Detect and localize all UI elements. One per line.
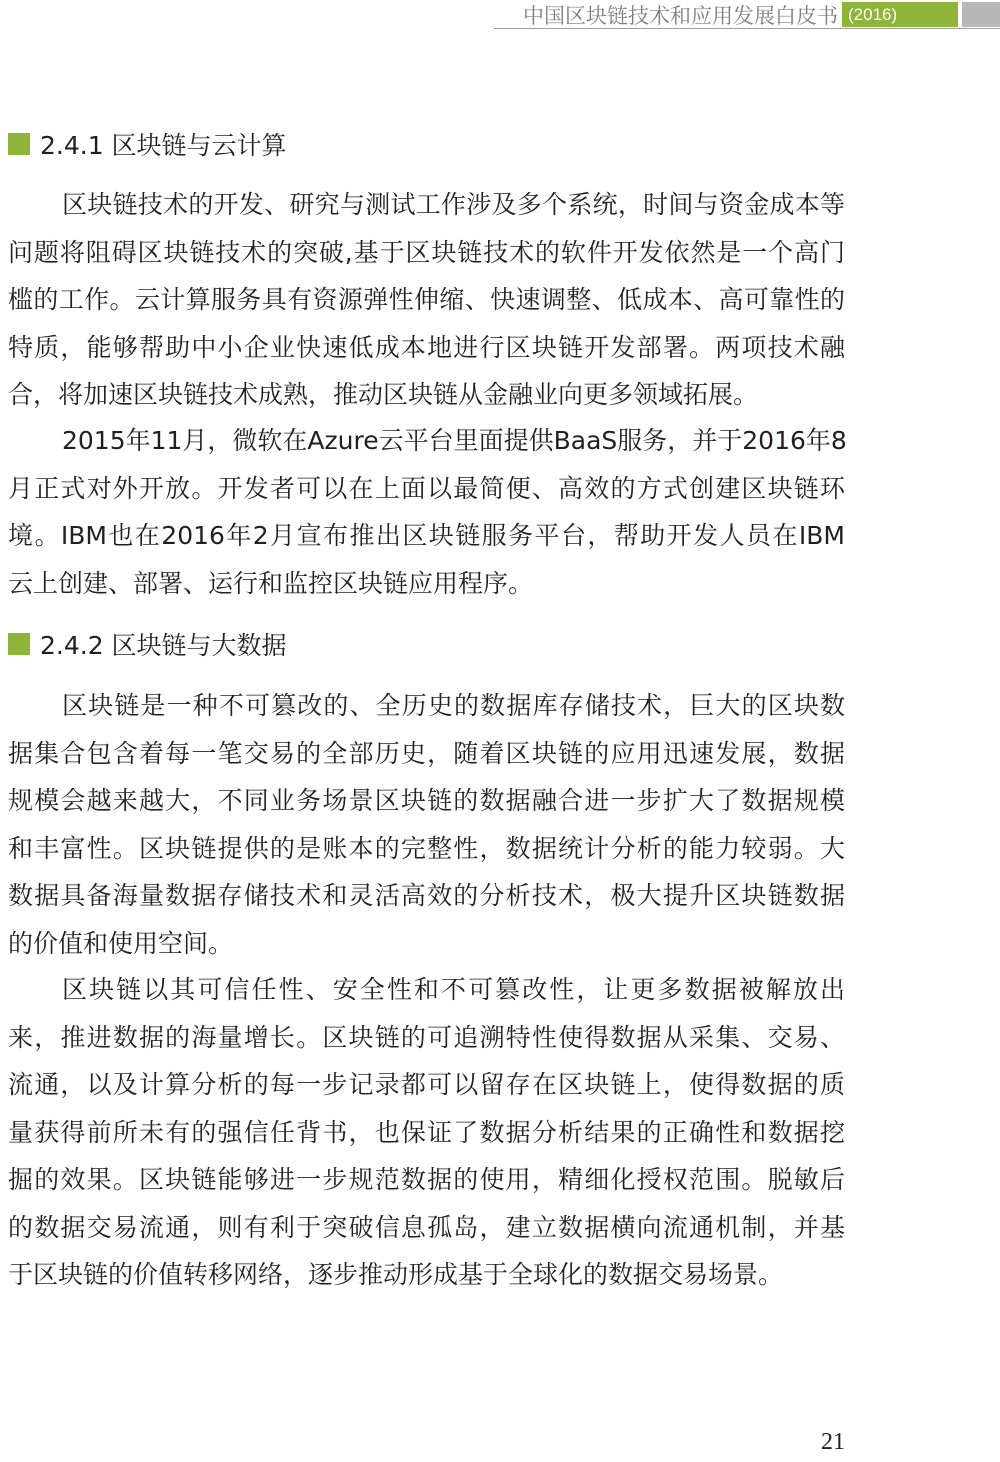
text-line: 区块链是一种不可篡改的、全历史的数据库存储技术，巨大的区块数 (62, 691, 845, 720)
text-line: 问题将阻碍区块链技术的突破,基于区块链技术的软件开发依然是一个高门 (8, 237, 845, 267)
page-number: 21 (821, 1429, 845, 1455)
text-line: 的数据交易流通，则有利于突破信息孤岛，建立数据横向流通机制，并基 (8, 1212, 845, 1242)
text-line: 和丰富性。区块链提供的是账本的完整性，数据统计分析的能力较弱。大 (8, 833, 845, 863)
text-line: 于区块链的价值转移网络，逐步推动形成基于全球化的数据交易场景。 (8, 1260, 784, 1289)
heading-square-marker (8, 633, 30, 655)
text-line: 量获得前所未有的强信任背书，也保证了数据分析结果的正确性和数据挖 (8, 1117, 845, 1147)
text-line: 特质，能够帮助中小企业快速低成本地进行区块链开发部署。两项技术融 (8, 332, 845, 362)
text-line: 据集合包含着每一笔交易的全部历史，随着区块链的应用迅速发展，数据 (8, 738, 845, 768)
paragraph (8, 682, 845, 967)
section-heading-text: 2.4.2 区块链与大数据 (40, 631, 287, 660)
text-line: 云上创建、部署、运行和监控区块链应用程序。 (8, 568, 534, 598)
section-heading (8, 621, 287, 669)
year-badge: (2016) (842, 2, 958, 27)
section-heading (8, 121, 287, 169)
text-line: 的价值和使用空间。 (8, 928, 234, 958)
text-line: 2015年11月，微软在Azure云平台里面提供BaaS服务，并于2016年8 (62, 426, 847, 455)
header-divider (494, 28, 1000, 29)
heading-square-marker (8, 133, 30, 155)
paragraph (8, 181, 845, 419)
text-line: 境。IBM也在2016年2月宣布推出区块链服务平台，帮助开发人员在IBM (8, 521, 845, 550)
paragraph (8, 417, 845, 607)
text-line: 数据具备海量数据存储技术和灵活高效的分析技术，极大提升区块链数据 (8, 881, 845, 910)
header-gray-tab (962, 2, 1000, 27)
text-line: 区块链技术的开发、研究与测试工作涉及多个系统，时间与资金成本等 (62, 190, 845, 219)
paragraph (8, 966, 845, 1299)
text-line: 月正式对外开放。开发者可以在上面以最简便、高效的方式创建区块链环 (8, 473, 845, 503)
section-heading-text: 2.4.1 区块链与云计算 (40, 131, 287, 160)
text-line: 掘的效果。区块链能够进一步规范数据的使用，精细化授权范围。脱敏后 (8, 1165, 845, 1194)
text-line: 槛的工作。云计算服务具有资源弹性伸缩、快速调整、低成本、高可靠性的 (8, 285, 845, 314)
text-line: 规模会越来越大，不同业务场景区块链的数据融合进一步扩大了数据规模 (8, 786, 845, 815)
text-line: 来，推进数据的海量增长。区块链的可追溯特性使得数据从采集、交易、 (8, 1022, 845, 1052)
running-header-title: 中国区块链技术和应用发展白皮书 (523, 4, 838, 28)
text-line: 区块链以其可信任性、安全性和不可篡改性，让更多数据被解放出 (62, 975, 845, 1004)
text-line: 流通，以及计算分析的每一步记录都可以留存在区块链上，使得数据的质 (8, 1070, 845, 1099)
text-line: 合，将加速区块链技术成熟，推动区块链从金融业向更多领域拓展。 (8, 380, 759, 409)
